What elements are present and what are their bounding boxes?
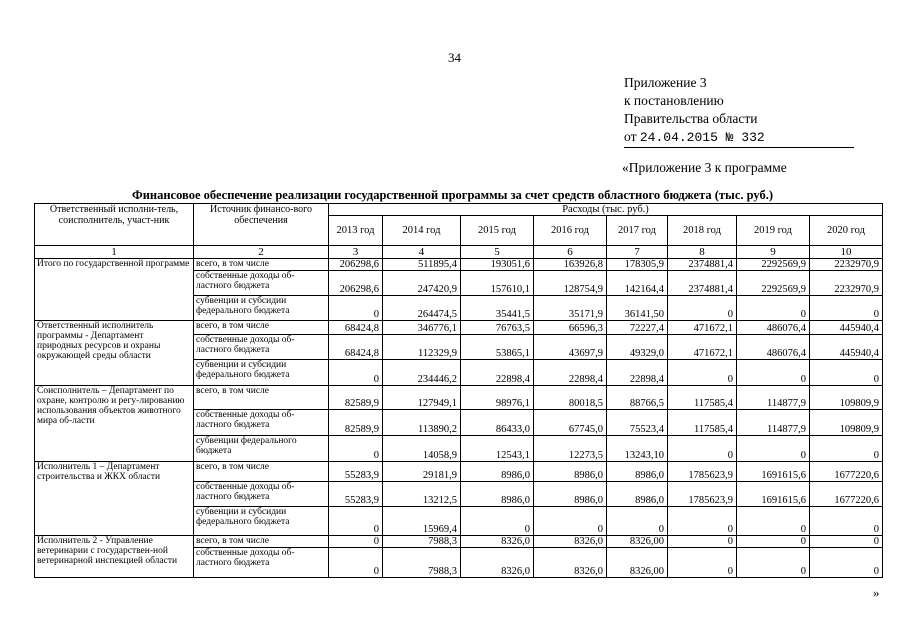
value-cell: 86433,0 bbox=[461, 410, 534, 436]
header-expenses: Расходы (тыс. руб.) bbox=[329, 204, 883, 216]
value-cell: 234446,2 bbox=[383, 360, 461, 386]
source-cell: собственные доходы об-ластного бюджета bbox=[194, 548, 329, 578]
value-cell: 128754,9 bbox=[534, 271, 607, 296]
value-cell: 8326,00 bbox=[607, 548, 668, 578]
value-cell: 2292569,9 bbox=[737, 259, 810, 271]
value-cell: 193051,6 bbox=[461, 259, 534, 271]
appendix-date-line bbox=[624, 128, 854, 148]
value-cell: 0 bbox=[810, 436, 883, 462]
value-cell: 2374881,4 bbox=[668, 271, 737, 296]
value-cell: 22898,4 bbox=[607, 360, 668, 386]
header-year: 2014 год bbox=[383, 216, 461, 246]
source-cell: субвенции и субсидии федерального бюджета bbox=[194, 507, 329, 536]
value-cell: 445940,4 bbox=[810, 335, 883, 360]
value-cell: 117585,4 bbox=[668, 386, 737, 410]
appendix-block bbox=[624, 74, 854, 148]
value-cell: 0 bbox=[329, 548, 383, 578]
value-cell: 2374881,4 bbox=[668, 259, 737, 271]
value-cell: 0 bbox=[668, 507, 737, 536]
value-cell: 22898,4 bbox=[534, 360, 607, 386]
appendix-line: Приложение 3 bbox=[624, 75, 707, 90]
value-cell: 43697,9 bbox=[534, 335, 607, 360]
value-cell: 0 bbox=[534, 507, 607, 536]
value-cell: 0 bbox=[737, 360, 810, 386]
header-responsible: Ответственный исполни-тель, соисполнитель, участ-ник bbox=[35, 204, 194, 246]
header-source: Источник финансо-вого обеспечения bbox=[194, 204, 329, 246]
value-cell: 66596,3 bbox=[534, 321, 607, 335]
value-cell: 264474,5 bbox=[383, 296, 461, 321]
value-cell: 1691615,6 bbox=[737, 462, 810, 482]
column-number: 9 bbox=[737, 246, 810, 259]
value-cell: 1785623,9 bbox=[668, 482, 737, 507]
value-cell: 113890,2 bbox=[383, 410, 461, 436]
value-cell: 13212,5 bbox=[383, 482, 461, 507]
value-cell: 117585,4 bbox=[668, 410, 737, 436]
appendix-line: Правительства области bbox=[624, 111, 758, 126]
header-year: 2017 год bbox=[607, 216, 668, 246]
value-cell: 8326,00 bbox=[607, 536, 668, 548]
value-cell: 247420,9 bbox=[383, 271, 461, 296]
value-cell: 0 bbox=[737, 548, 810, 578]
value-cell: 0 bbox=[668, 548, 737, 578]
value-cell: 7988,3 bbox=[383, 536, 461, 548]
column-number: 4 bbox=[383, 246, 461, 259]
header-year: 2016 год bbox=[534, 216, 607, 246]
finance-table bbox=[34, 203, 883, 578]
value-cell: 178305,9 bbox=[607, 259, 668, 271]
column-number-row bbox=[35, 246, 883, 259]
table-row bbox=[35, 321, 883, 335]
source-cell: собственные доходы об-ластного бюджета bbox=[194, 482, 329, 507]
value-cell: 8986,0 bbox=[534, 482, 607, 507]
value-cell: 2292569,9 bbox=[737, 271, 810, 296]
column-number: 1 bbox=[35, 246, 194, 259]
value-cell: 511895,4 bbox=[383, 259, 461, 271]
value-cell: 0 bbox=[810, 536, 883, 548]
appendix-line: к постановлению bbox=[624, 93, 724, 108]
column-number: 10 bbox=[810, 246, 883, 259]
value-cell: 471672,1 bbox=[668, 321, 737, 335]
value-cell: 0 bbox=[668, 436, 737, 462]
value-cell: 1677220,6 bbox=[810, 462, 883, 482]
table-row bbox=[35, 386, 883, 410]
responsible-cell: Ответственный исполнитель программы - Департамент природных ресурсов и охраны окружающей среды области bbox=[35, 321, 194, 386]
value-cell: 2232970,9 bbox=[810, 271, 883, 296]
value-cell: 15969,4 bbox=[383, 507, 461, 536]
column-number: 6 bbox=[534, 246, 607, 259]
value-cell: 127949,1 bbox=[383, 386, 461, 410]
value-cell: 206298,6 bbox=[329, 259, 383, 271]
source-cell: субвенции федерального бюджета bbox=[194, 436, 329, 462]
date-value: 24.04.2015 № 332 bbox=[639, 130, 765, 145]
source-cell: всего, в том числе bbox=[194, 321, 329, 335]
table-row bbox=[35, 259, 883, 271]
value-cell: 49329,0 bbox=[607, 335, 668, 360]
responsible-cell: Итого по государственной программе bbox=[35, 259, 194, 321]
value-cell: 98976,1 bbox=[461, 386, 534, 410]
source-cell: собственные доходы об-ластного бюджета bbox=[194, 271, 329, 296]
value-cell: 112329,9 bbox=[383, 335, 461, 360]
value-cell: 1691615,6 bbox=[737, 482, 810, 507]
table-title: Финансовое обеспечение реализации государственной программы за счет средств областного бюджета (тыс. руб.) bbox=[131, 188, 774, 202]
value-cell: 114877,9 bbox=[737, 386, 810, 410]
value-cell: 0 bbox=[737, 536, 810, 548]
table-row bbox=[35, 462, 883, 482]
value-cell: 206298,6 bbox=[329, 271, 383, 296]
value-cell: 0 bbox=[329, 360, 383, 386]
value-cell: 1677220,6 bbox=[810, 482, 883, 507]
value-cell: 0 bbox=[737, 507, 810, 536]
value-cell: 72227,4 bbox=[607, 321, 668, 335]
value-cell: 88766,5 bbox=[607, 386, 668, 410]
value-cell: 0 bbox=[461, 507, 534, 536]
value-cell: 36141,50 bbox=[607, 296, 668, 321]
value-cell: 8326,0 bbox=[534, 536, 607, 548]
value-cell: 0 bbox=[607, 507, 668, 536]
value-cell: 53865,1 bbox=[461, 335, 534, 360]
value-cell: 8326,0 bbox=[534, 548, 607, 578]
value-cell: 8986,0 bbox=[461, 462, 534, 482]
value-cell: 8326,0 bbox=[461, 548, 534, 578]
value-cell: 0 bbox=[810, 296, 883, 321]
value-cell: 346776,1 bbox=[383, 321, 461, 335]
column-number: 3 bbox=[329, 246, 383, 259]
source-cell: всего, в том числе bbox=[194, 462, 329, 482]
value-cell: 486076,4 bbox=[737, 321, 810, 335]
responsible-cell: Соисполнитель – Департамент по охране, контролю и регу-лированию использования объектов животного мира об-ласти bbox=[35, 386, 194, 462]
value-cell: 163926,8 bbox=[534, 259, 607, 271]
value-cell: 0 bbox=[810, 507, 883, 536]
column-number: 7 bbox=[607, 246, 668, 259]
value-cell: 55283,9 bbox=[329, 462, 383, 482]
value-cell: 0 bbox=[668, 536, 737, 548]
source-cell: субвенции и субсидии федерального бюджета bbox=[194, 296, 329, 321]
value-cell: 114877,9 bbox=[737, 410, 810, 436]
value-cell: 80018,5 bbox=[534, 386, 607, 410]
source-cell: всего, в том числе bbox=[194, 386, 329, 410]
value-cell: 0 bbox=[329, 296, 383, 321]
value-cell: 0 bbox=[329, 436, 383, 462]
value-cell: 8986,0 bbox=[534, 462, 607, 482]
value-cell: 0 bbox=[668, 296, 737, 321]
value-cell: 486076,4 bbox=[737, 335, 810, 360]
value-cell: 29181,9 bbox=[383, 462, 461, 482]
value-cell: 157610,1 bbox=[461, 271, 534, 296]
value-cell: 0 bbox=[737, 436, 810, 462]
header-year: 2020 год bbox=[810, 216, 883, 246]
column-number: 5 bbox=[461, 246, 534, 259]
header-year: 2018 год bbox=[668, 216, 737, 246]
value-cell: 14058,9 bbox=[383, 436, 461, 462]
value-cell: 8326,0 bbox=[461, 536, 534, 548]
value-cell: 12273,5 bbox=[534, 436, 607, 462]
value-cell: 67745,0 bbox=[534, 410, 607, 436]
value-cell: 82589,9 bbox=[329, 386, 383, 410]
program-appendix-label: «Приложение 3 к программе bbox=[622, 160, 787, 175]
responsible-cell: Исполнитель 2 - Управление ветеринарии с государствен-ной ветеринарной инспекцией области bbox=[35, 536, 194, 578]
value-cell: 68424,8 bbox=[329, 335, 383, 360]
value-cell: 12543,1 bbox=[461, 436, 534, 462]
value-cell: 0 bbox=[329, 507, 383, 536]
source-cell: всего, в том числе bbox=[194, 536, 329, 548]
value-cell: 75523,4 bbox=[607, 410, 668, 436]
value-cell: 0 bbox=[737, 296, 810, 321]
value-cell: 82589,9 bbox=[329, 410, 383, 436]
column-number: 8 bbox=[668, 246, 737, 259]
value-cell: 0 bbox=[668, 360, 737, 386]
table-body bbox=[35, 259, 883, 578]
value-cell: 76763,5 bbox=[461, 321, 534, 335]
value-cell: 7988,3 bbox=[383, 548, 461, 578]
page-number: 34 bbox=[448, 50, 461, 65]
value-cell: 35171,9 bbox=[534, 296, 607, 321]
source-cell: собственные доходы об-ластного бюджета bbox=[194, 335, 329, 360]
responsible-cell: Исполнитель 1 – Департамент строительства и ЖКХ области bbox=[35, 462, 194, 536]
value-cell: 8986,0 bbox=[461, 482, 534, 507]
value-cell: 8986,0 bbox=[607, 462, 668, 482]
value-cell: 8986,0 bbox=[607, 482, 668, 507]
value-cell: 0 bbox=[810, 360, 883, 386]
closing-quote: » bbox=[873, 585, 880, 600]
value-cell: 445940,4 bbox=[810, 321, 883, 335]
value-cell: 471672,1 bbox=[668, 335, 737, 360]
value-cell: 35441,5 bbox=[461, 296, 534, 321]
value-cell: 68424,8 bbox=[329, 321, 383, 335]
source-cell: субвенции и субсидии федерального бюджета bbox=[194, 360, 329, 386]
header-year: 2015 год bbox=[461, 216, 534, 246]
value-cell: 0 bbox=[810, 548, 883, 578]
value-cell: 142164,4 bbox=[607, 271, 668, 296]
value-cell: 2232970,9 bbox=[810, 259, 883, 271]
column-number: 2 bbox=[194, 246, 329, 259]
value-cell: 0 bbox=[329, 536, 383, 548]
header-year: 2019 год bbox=[737, 216, 810, 246]
header-year: 2013 год bbox=[329, 216, 383, 246]
value-cell: 1785623,9 bbox=[668, 462, 737, 482]
source-cell: всего, в том числе bbox=[194, 259, 329, 271]
date-prefix: от bbox=[624, 129, 637, 144]
value-cell: 22898,4 bbox=[461, 360, 534, 386]
value-cell: 13243,10 bbox=[607, 436, 668, 462]
source-cell: собственные доходы об-ластного бюджета bbox=[194, 410, 329, 436]
value-cell: 109809,9 bbox=[810, 386, 883, 410]
value-cell: 55283,9 bbox=[329, 482, 383, 507]
value-cell: 109809,9 bbox=[810, 410, 883, 436]
table-row bbox=[35, 536, 883, 548]
